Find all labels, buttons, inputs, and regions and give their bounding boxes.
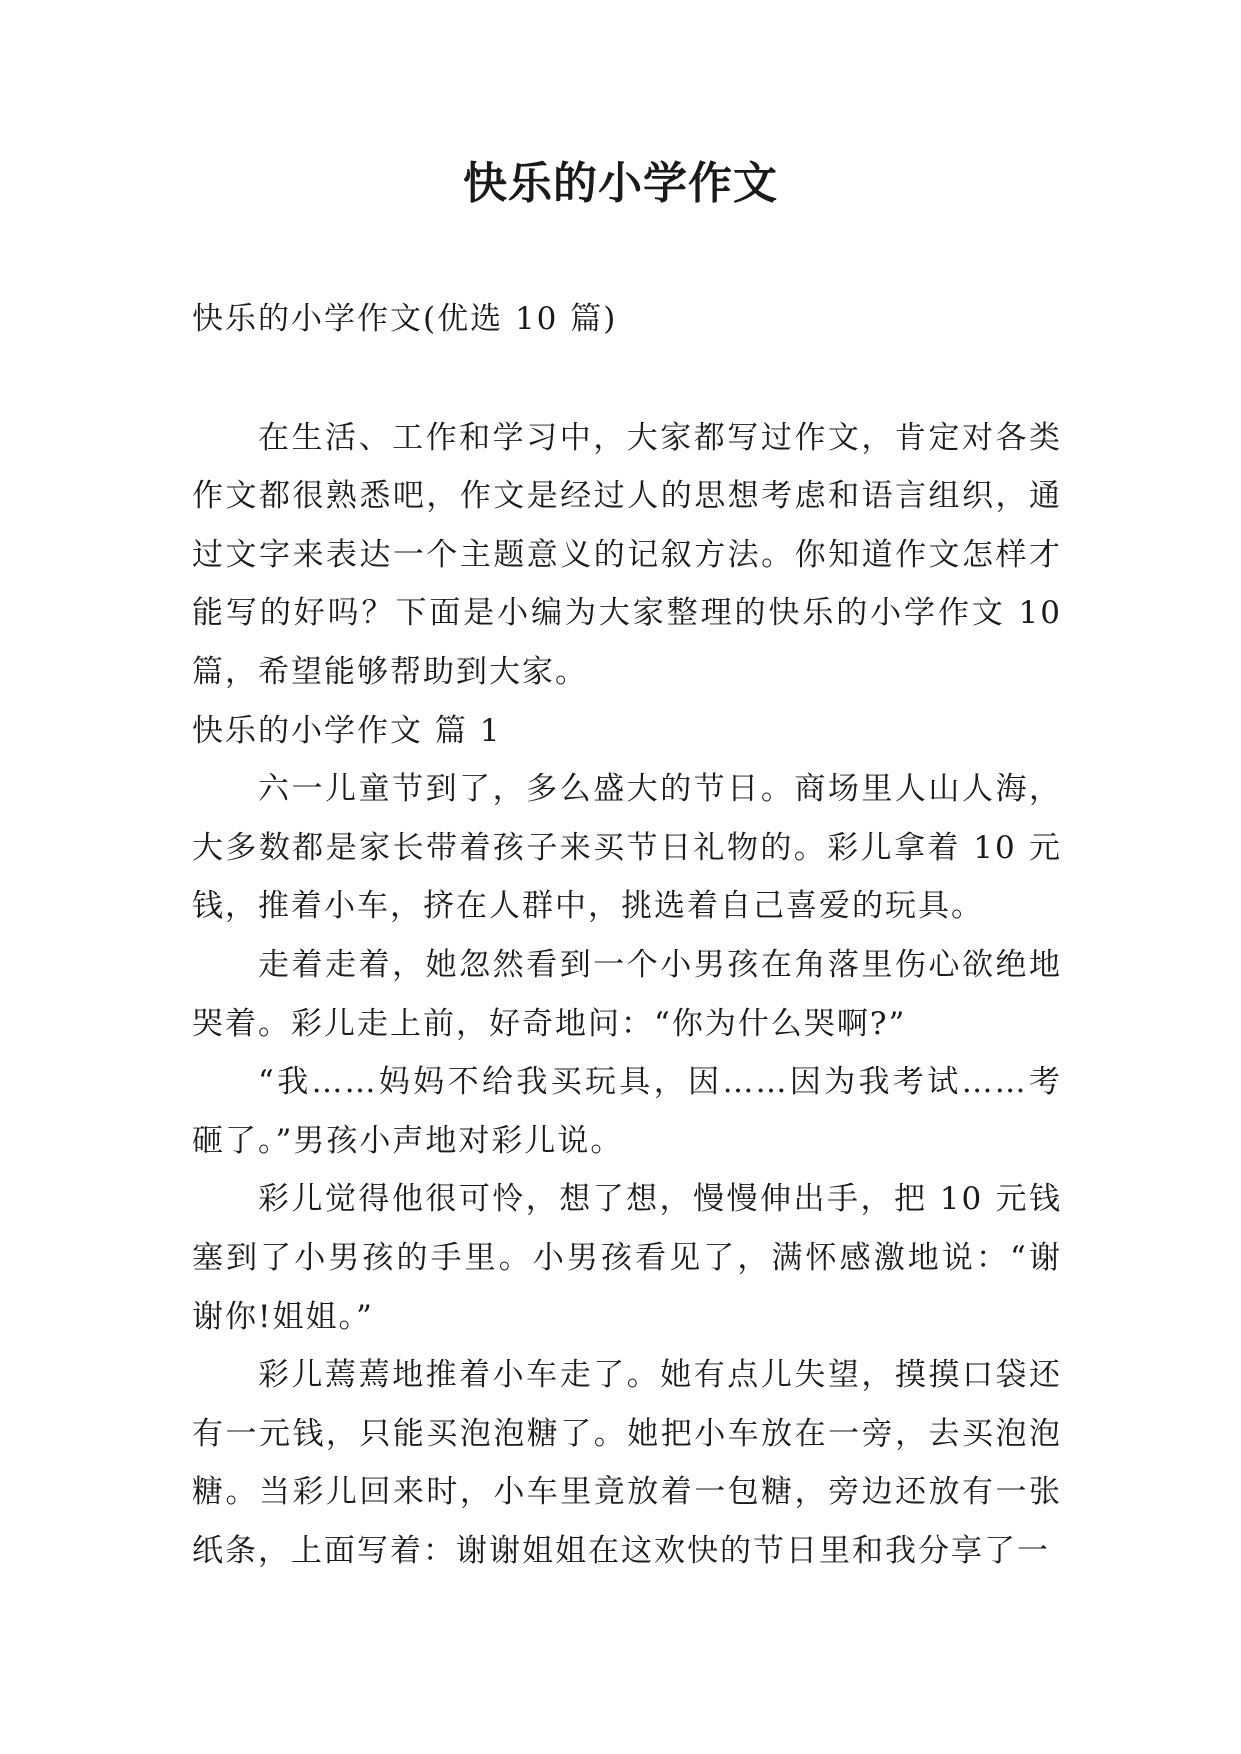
- body-paragraph: “我……妈妈不给我买玩具，因……因为我考试……考砸了。”男孩小声地对彩儿说。: [192, 1064, 1062, 1159]
- body-paragraph: 彩儿觉得他很可怜，想了想，慢慢伸出手，把 10 元钱塞到了小男孩的手里。小男孩看见了，满怀感激地说：“谢谢你!姐姐。”: [192, 1181, 1062, 1335]
- intro-paragraph: 在生活、工作和学习中，大家都写过作文，肯定对各类作文都很熟悉吧，作文是经过人的思想考虑和语言组织，通过文字来表达一个主题意义的记叙方法。你知道作文怎样才能写的好吗？下面是小编为大家整理的快乐的小学作文 10 篇，希望能够帮助到大家。: [192, 419, 1062, 690]
- body-paragraph: 六一儿童节到了，多么盛大的节日。商场里人山人海，大多数都是家长带着孩子来买节日礼物的。彩儿拿着 10 元钱，推着小车，挤在人群中，挑选着自己喜爱的玩具。: [192, 771, 1062, 925]
- document-title: 快乐的小学作文: [463, 158, 778, 209]
- body-paragraph: 走着走着，她忽然看到一个小男孩在角落里伤心欲绝地哭着。彩儿走上前，好奇地问：“你为什么哭啊?”: [192, 946, 1062, 1042]
- document-subtitle: 快乐的小学作文(优选 10 篇): [192, 301, 618, 337]
- body-paragraph: 彩儿蔫蔫地推着小车走了。她有点儿失望，摸摸口袋还有一元钱，只能买泡泡糖了。她把小车放在一旁，去买泡泡糖。当彩儿回来时，小车里竟放着一包糖，旁边还放有一张纸条，上面写着：谢谢姐姐在这欢快的节日里和我分享了一: [192, 1357, 1062, 1569]
- section-heading: 快乐的小学作文 篇 1: [192, 712, 502, 749]
- document-body: [192, 290, 1062, 1580]
